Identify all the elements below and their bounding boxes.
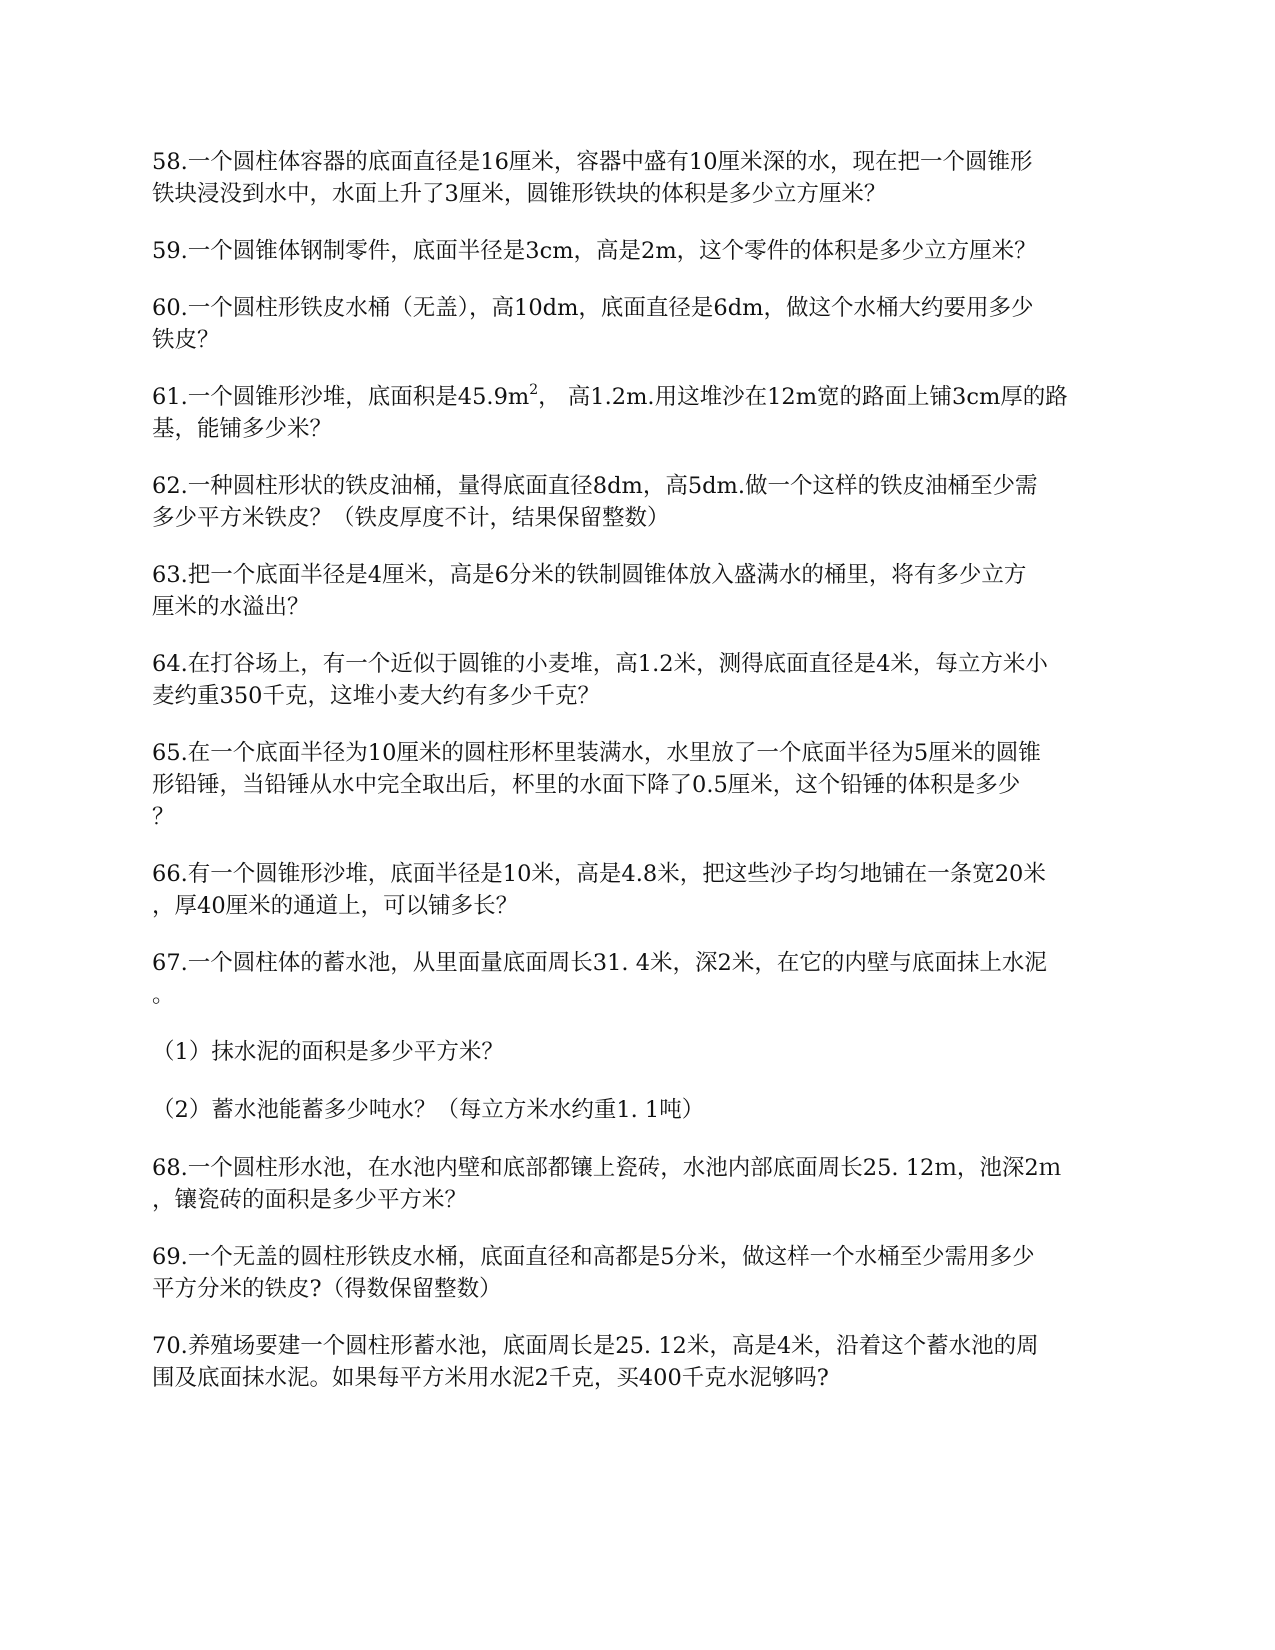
problem-line: 65.在一个底面半径为10厘米的圆柱形杯里装满水，水里放了一个底面半径为5厘米的圆锥 [152, 740, 1041, 766]
problem-63 [152, 559, 1124, 623]
problem-60 [152, 292, 1124, 356]
problem-line: 66.有一个圆锥形沙堆，底面半径是10米，高是4.8米，把这些沙子均匀地铺在一条宽20米 [152, 861, 1046, 887]
problem-line: 基，能铺多少米？ [152, 416, 333, 442]
problem-line: 。 [152, 982, 175, 1008]
problem-61-text-b: ， 高1.2m.用这堆沙在12m宽的路面上铺3cm厚的路 [538, 384, 1068, 410]
problem-61-text-a: 61.一个圆锥形沙堆，底面积是45.9m [152, 384, 530, 410]
problem-line: ，镶瓷砖的面积是多少平方米？ [152, 1187, 468, 1213]
problem-line: 铁块浸没到水中，水面上升了3厘米，圆锥形铁块的体积是多少立方厘米？ [152, 181, 887, 207]
problem-line: 60.一个圆柱形铁皮水桶（无盖），高10dm，底面直径是6dm，做这个水桶大约要用多少 [152, 295, 1034, 321]
problem-59 [152, 235, 1124, 267]
problem-line: ，厚40厘米的通道上，可以铺多长？ [152, 893, 519, 919]
problem-line: 围及底面抹水泥。如果每平方米用水泥2千克，买400千克水泥够吗? [152, 1365, 829, 1391]
problem-line: 68.一个圆柱形水池，在水池内壁和底部都镶上瓷砖，水池内部底面周长25. 12ｍ，池深2ｍ [152, 1155, 1062, 1181]
problem-line: 59.一个圆锥体钢制零件，底面半径是3cm，高是2m，这个零件的体积是多少立方厘米？ [152, 238, 1037, 264]
problem-67-part-1 [152, 1036, 1124, 1068]
problem-58 [152, 146, 1124, 210]
problem-line: 形铅锤，当铅锤从水中完全取出后，杯里的水面下降了0.5厘米，这个铅锤的体积是多少 [152, 772, 1021, 798]
problem-66 [152, 858, 1124, 922]
problem-line: 平方分米的铁皮?（得数保留整数） [152, 1276, 502, 1302]
problem-line: 69.一个无盖的圆柱形铁皮水桶，底面直径和高都是5分米，做这样一个水桶至少需用多少 [152, 1244, 1035, 1270]
problem-line: （2）蓄水池能蓄多少吨水？（每立方米水约重1. 1吨） [152, 1097, 705, 1123]
problem-line: 67.一个圆柱体的蓄水池，从里面量底面周长31. 4米，深2米，在它的内壁与底面抹上水泥 [152, 950, 1047, 976]
problem-70 [152, 1330, 1124, 1394]
problem-65 [152, 737, 1124, 833]
problem-67 [152, 947, 1124, 1011]
problem-line: 62.一种圆柱形状的铁皮油桶，量得底面直径8dm，高5dm.做一个这样的铁皮油桶至少需 [152, 473, 1038, 499]
problem-line: （1）抹水泥的面积是多少平方米？ [152, 1039, 504, 1065]
problem-62 [152, 470, 1124, 534]
problem-line: ？ [152, 804, 175, 830]
problem-list [152, 146, 1124, 1419]
problem-line: 63.把一个底面半径是4厘米，高是6分米的铁制圆锥体放入盛满水的桶里，将有多少立方 [152, 562, 1027, 588]
problem-61 [152, 381, 1124, 445]
problem-69 [152, 1241, 1124, 1305]
problem-64 [152, 648, 1124, 712]
problem-line: 厘米的水溢出？ [152, 594, 310, 620]
problem-line: 64.在打谷场上，有一个近似于圆锥的小麦堆，高1.2米，测得底面直径是4米，每立方米小 [152, 651, 1048, 677]
problem-68 [152, 1152, 1124, 1216]
problem-line [152, 381, 1124, 413]
problem-line: 多少平方米铁皮？（铁皮厚度不计，结果保留整数） [152, 505, 670, 531]
problem-line: 58.一个圆柱体容器的底面直径是16厘米，容器中盛有10厘米深的水，现在把一个圆锥形 [152, 149, 1033, 175]
problem-67-part-2 [152, 1094, 1124, 1126]
problem-line: 麦约重350千克，这堆小麦大约有多少千克？ [152, 683, 600, 709]
problem-line: 铁皮？ [152, 327, 220, 353]
superscript-two: 2 [529, 381, 539, 398]
problem-line: 70.养殖场要建一个圆柱形蓄水池，底面周长是25. 12米，高是4米，沿着这个蓄水池的周 [152, 1333, 1039, 1359]
